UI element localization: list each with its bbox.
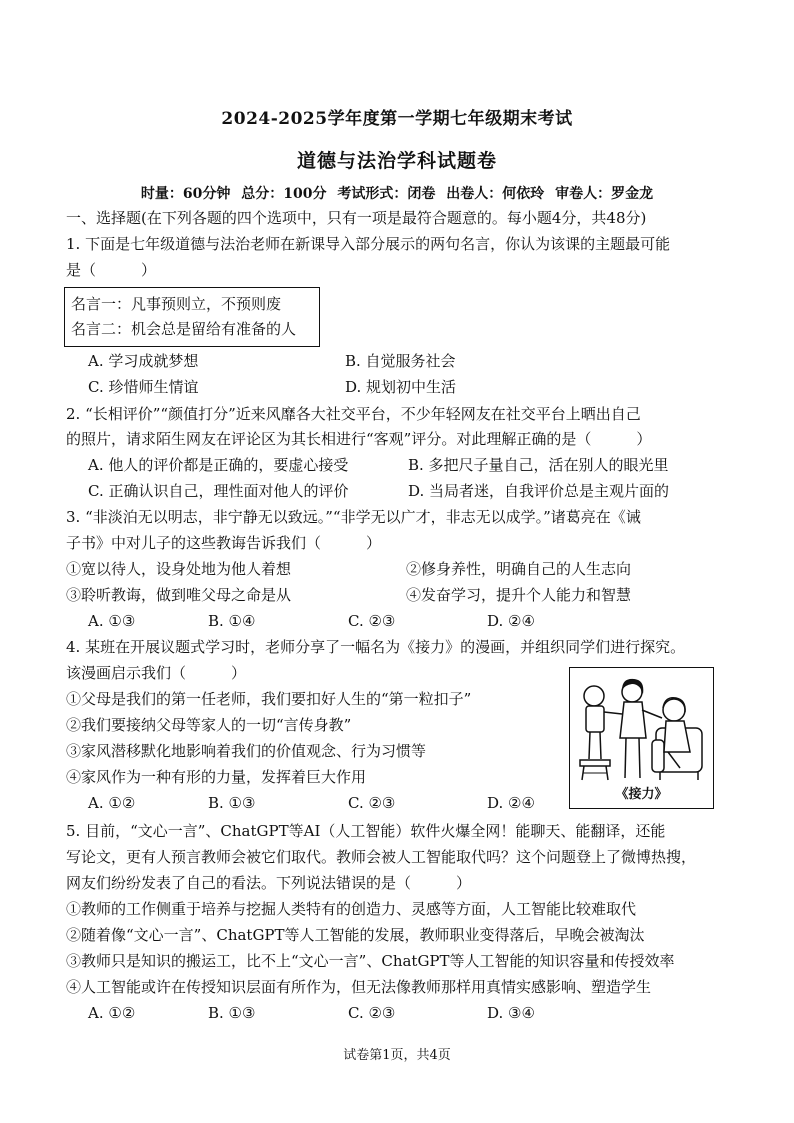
q2-option-b: B. 多把尺子量自己，活在别人的眼光里	[408, 456, 669, 474]
q1-stem-line2: 是（ ）	[66, 261, 157, 279]
q3-statement-3: ③聆听教诲，做到唯父母之命是从	[66, 586, 292, 604]
q5-stem-line3: 网友们纷纷发表了自己的看法。下列说法错误的是（ ）	[66, 874, 472, 892]
cartoon-drawing	[570, 668, 712, 783]
q5-option-c: C. ②③	[348, 1004, 396, 1022]
q5-option-d: D. ③④	[487, 1004, 535, 1022]
exam-title: 2024-2025学年度第一学期七年级期末考试	[221, 109, 573, 129]
q2-stem-line1: 2. “长相评价”“颜值打分”近来风靡各大社交平台，不少年轻网友在社交平台上晒出自己	[66, 405, 641, 423]
q5-option-b: B. ①③	[208, 1004, 256, 1022]
q4-option-d: D. ②④	[487, 794, 535, 812]
q4-statement-4: ④家风作为一种有形的力量，发挥着巨大作用	[66, 768, 367, 786]
page-footer: 试卷第1页，共4页	[343, 1048, 451, 1063]
q2-option-a: A. 他人的评价都是正确的，要虚心接受	[88, 456, 349, 474]
q4-stem-line2: 该漫画启示我们（ ）	[66, 664, 247, 682]
q5-statement-2: ②随着像“文心一言”、ChatGPT等人工智能的发展，教师职业变得落后，早晚会被淘汰	[66, 926, 645, 944]
q5-statement-3: ③教师只是知识的搬运工，比不上“文心一言”、ChatGPT等人工智能的知识容量和传授效率	[66, 952, 675, 970]
q4-option-c: C. ②③	[348, 794, 396, 812]
q1-option-a: A. 学习成就梦想	[88, 352, 199, 370]
q2-stem-line2: 的照片，请求陌生网友在评论区为其长相进行“客观”评分。对此理解正确的是（ ）	[66, 430, 652, 448]
relay-cartoon	[569, 667, 714, 809]
q1-quote-box	[64, 287, 320, 347]
q4-statement-3: ③家风潜移默化地影响着我们的价值观念、行为习惯等	[66, 742, 427, 760]
exam-subtitle: 道德与法治学科试题卷	[296, 150, 497, 172]
q3-option-a: A. ①③	[88, 612, 136, 630]
q2-option-c: C. 正确认识自己，理性面对他人的评价	[88, 482, 349, 500]
q3-statement-2: ②修身养性，明确自己的人生志向	[406, 560, 632, 578]
q4-option-a: A. ①②	[88, 794, 136, 812]
q1-quote-2: 名言二：机会总是留给有准备的人	[71, 320, 297, 338]
q5-statement-1: ①教师的工作侧重于培养与挖掘人类特有的创造力、灵感等方面，人工智能比较难取代	[66, 900, 637, 918]
q5-stem-line2: 写论文，更有人预言教师会被它们取代。教师会被人工智能取代吗？这个问题登上了微博热搜，	[66, 848, 697, 866]
q4-option-b: B. ①③	[208, 794, 256, 812]
q3-option-d: D. ②④	[487, 612, 535, 630]
exam-info-line	[0, 183, 794, 203]
q1-option-b: B. 自觉服务社会	[345, 352, 456, 370]
q3-stem-line1: 3. “非淡泊无以明志，非宁静无以致远。”“非学无以广才，非志无以成学。”诸葛亮在《诫	[66, 508, 641, 526]
q1-option-d: D. 规划初中生活	[345, 378, 457, 396]
exam-form: 考试形式：闭卷	[337, 186, 436, 202]
q4-statement-2: ②我们要接纳父母等家人的一切“言传身教”	[66, 716, 352, 734]
q1-option-c: C. 珍惜师生情谊	[88, 378, 199, 396]
section-heading: 一、选择题(在下列各题的四个选项中，只有一项是最符合题意的。每小题4分，共48分)	[66, 209, 647, 227]
exam-time: 时量：60分钟	[140, 186, 231, 202]
cartoon-caption: 《接力》	[615, 787, 668, 802]
q3-option-b: B. ①④	[208, 612, 256, 630]
exam-reviewer: 审卷人：罗金龙	[555, 186, 654, 202]
q4-statement-1: ①父母是我们的第一任老师，我们要扣好人生的“第一粒扣子”	[66, 690, 472, 708]
exam-setter: 出卷人：何依玲	[446, 186, 545, 202]
q3-statement-4: ④发奋学习，提升个人能力和智慧	[406, 586, 632, 604]
q4-stem-line1: 4. 某班在开展议题式学习时，老师分享了一幅名为《接力》的漫画，并组织同学们进行探究。	[66, 638, 686, 656]
q1-stem-line1: 1. 下面是七年级道德与法治老师在新课导入部分展示的两句名言，你认为该课的主题最可能	[66, 235, 671, 253]
q3-option-c: C. ②③	[348, 612, 396, 630]
exam-total-score: 总分：100分	[241, 186, 327, 202]
q5-stem-line1: 5. 目前，“文心一言”、ChatGPT等AI（人工智能）软件火爆全网！能聊天、能翻译，还能	[66, 822, 666, 840]
q3-statement-1: ①宽以待人，设身处地为他人着想	[66, 560, 292, 578]
q5-statement-4: ④人工智能或许在传授知识层面有所作为，但无法像教师那样用真情实感影响、塑造学生	[66, 978, 652, 996]
q3-stem-line2: 子书》中对儿子的这些教诲告诉我们（ ）	[66, 534, 382, 552]
q1-quote-1: 名言一：凡事预则立，不预则废	[71, 295, 282, 313]
q2-option-d: D. 当局者迷，自我评价总是主观片面的	[408, 482, 670, 500]
q5-option-a: A. ①②	[88, 1004, 136, 1022]
